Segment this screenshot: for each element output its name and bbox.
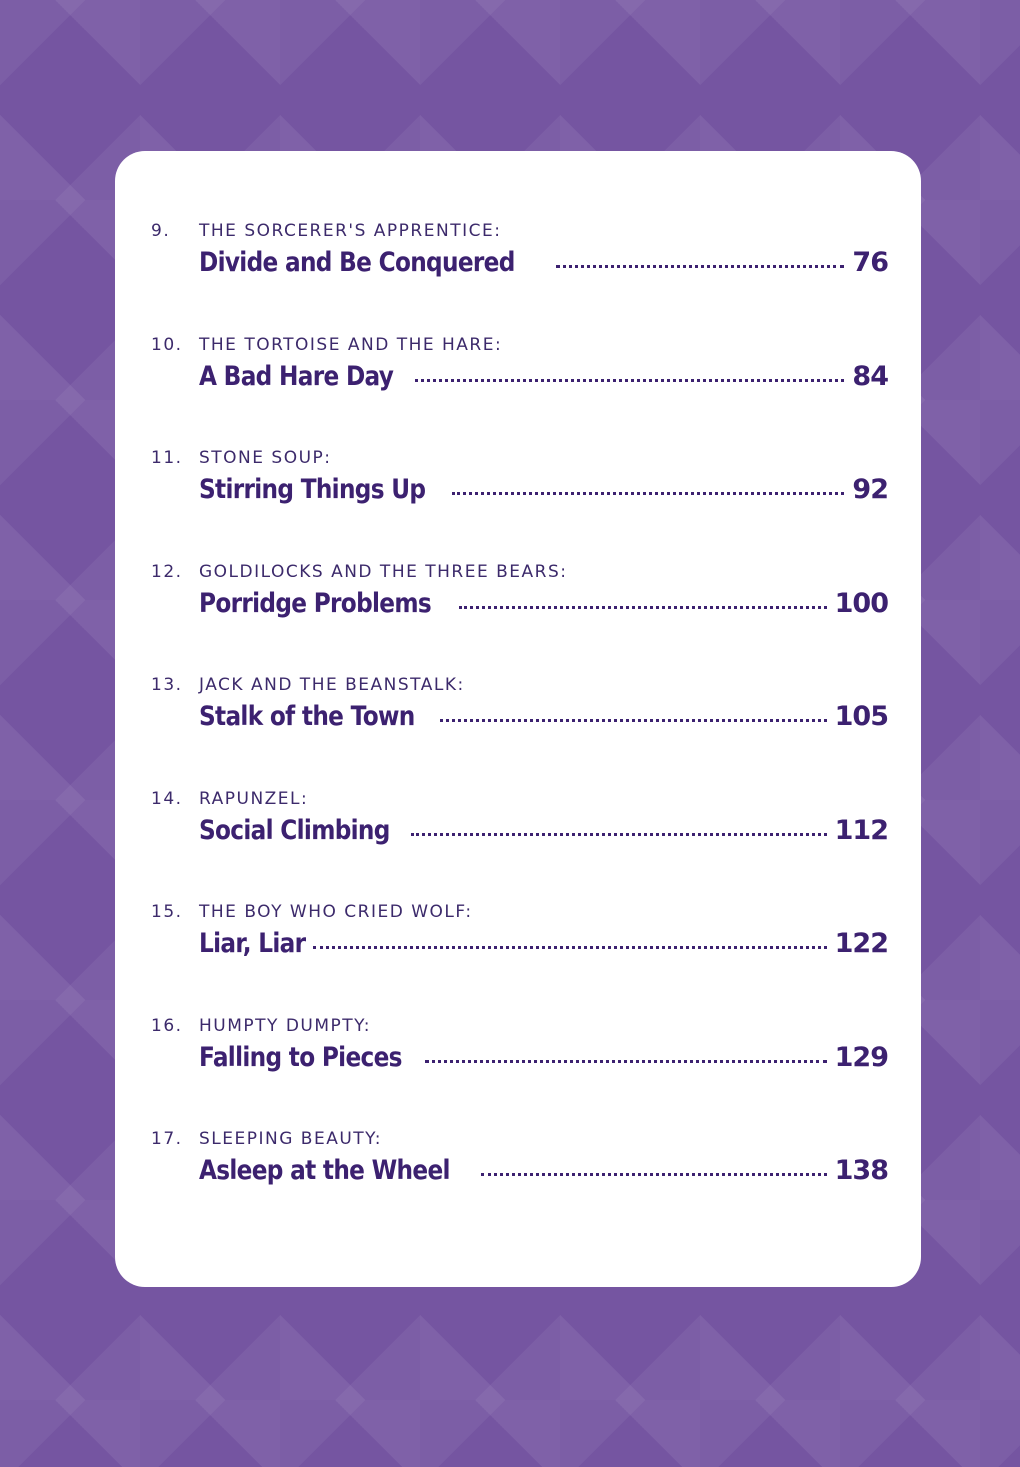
chapter-line — [199, 474, 888, 505]
page-number: 129 — [834, 1041, 888, 1073]
toc-entry[interactable] — [151, 335, 888, 449]
story-name: JACK AND THE BEANSTALK: — [199, 675, 465, 695]
dot-leader — [459, 606, 827, 609]
chapter-line — [199, 1155, 888, 1186]
chapter-line — [199, 247, 888, 278]
dot-leader — [481, 1173, 827, 1176]
toc-entry[interactable] — [151, 562, 888, 676]
chapter-title: Falling to Pieces — [199, 1041, 402, 1073]
story-name: SLEEPING BEAUTY: — [199, 1129, 383, 1149]
chapter-line — [199, 1042, 888, 1073]
page-number: 105 — [834, 701, 888, 732]
chapter-title: Asleep at the Wheel — [199, 1155, 450, 1186]
chapter-line — [199, 928, 888, 959]
chapter-title: Divide and Be Conquered — [199, 247, 515, 278]
toc-entry[interactable] — [151, 675, 888, 789]
dot-leader — [440, 719, 827, 722]
chapter-title: Stirring Things Up — [199, 474, 426, 505]
chapter-line — [199, 815, 888, 846]
chapter-number: 9. — [151, 221, 171, 241]
chapter-number: 12. — [151, 561, 183, 582]
table-of-contents — [151, 221, 888, 1243]
chapter-number: 17. — [151, 1129, 183, 1149]
page-number: 112 — [834, 814, 888, 846]
page-number: 138 — [834, 1155, 888, 1186]
story-name: STONE SOUP: — [199, 448, 332, 468]
dot-leader — [313, 946, 827, 949]
chapter-title: Porridge Problems — [199, 587, 431, 619]
chapter-title: Stalk of the Town — [199, 701, 415, 732]
chapter-number: 11. — [151, 448, 183, 468]
story-name: THE TORTOISE AND THE HARE: — [199, 334, 503, 355]
toc-entry[interactable] — [151, 789, 888, 903]
page-number: 76 — [852, 247, 888, 278]
story-name: RAPUNZEL: — [199, 788, 309, 809]
chapter-number: 16. — [151, 1015, 183, 1036]
dot-leader — [425, 1060, 827, 1063]
chapter-number: 15. — [151, 902, 183, 922]
chapter-line — [199, 588, 888, 619]
page-number: 92 — [852, 474, 888, 505]
toc-entry[interactable] — [151, 221, 888, 335]
toc-entry[interactable] — [151, 1129, 888, 1243]
chapter-number: 14. — [151, 788, 183, 809]
toc-entry[interactable] — [151, 1016, 888, 1130]
dot-leader — [556, 265, 844, 268]
toc-card — [115, 151, 921, 1287]
chapter-line — [199, 701, 888, 732]
dot-leader — [411, 833, 827, 836]
dot-leader — [415, 379, 845, 382]
page-number: 100 — [834, 587, 888, 619]
toc-entry[interactable] — [151, 902, 888, 1016]
chapter-number: 13. — [151, 675, 183, 695]
chapter-title: Liar, Liar — [199, 928, 306, 959]
page-number: 122 — [834, 928, 888, 959]
toc-entry[interactable] — [151, 448, 888, 562]
chapter-title: Social Climbing — [199, 814, 390, 846]
chapter-title: A Bad Hare Day — [199, 360, 394, 392]
page-number: 84 — [852, 360, 888, 392]
story-name: HUMPTY DUMPTY: — [199, 1015, 372, 1036]
story-name: THE SORCERER'S APPRENTICE: — [199, 221, 502, 241]
chapter-number: 10. — [151, 334, 183, 355]
chapter-line — [199, 361, 888, 392]
story-name: THE BOY WHO CRIED WOLF: — [199, 902, 473, 922]
dot-leader — [452, 492, 844, 495]
story-name: GOLDILOCKS AND THE THREE BEARS: — [199, 561, 568, 582]
